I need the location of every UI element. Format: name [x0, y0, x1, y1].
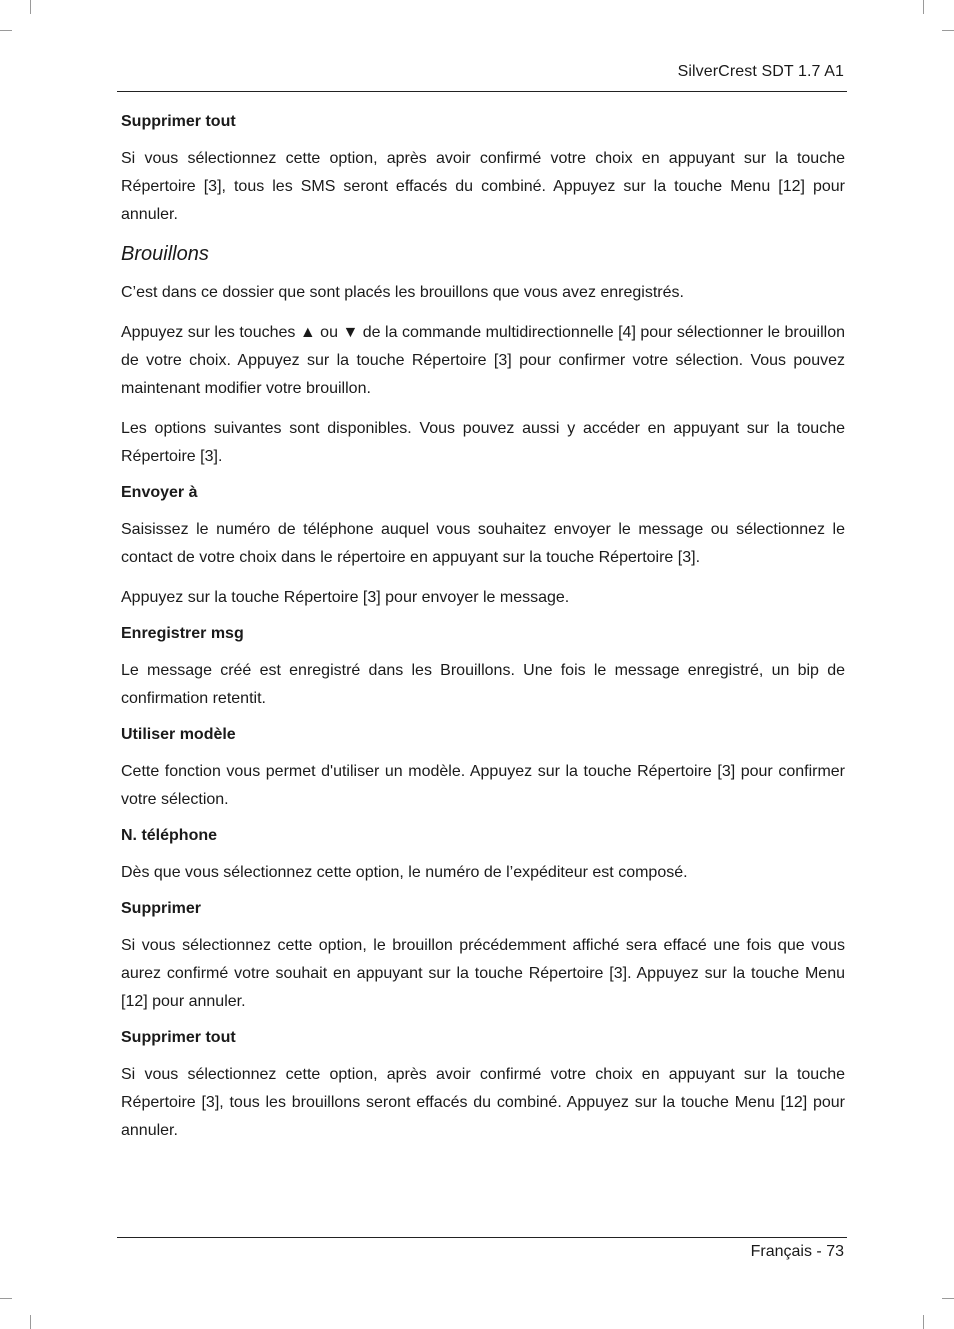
- page-content: [121, 112, 845, 1157]
- crop-mark: [942, 30, 954, 31]
- paragraph: Si vous sélectionnez cette option, après avoir confirmé votre choix en appuyant sur la touche Répertoire [3], tous les brouillons seront effacés du combiné. Appuyez sur la touche Menu [12] pour annuler.: [121, 1066, 845, 1139]
- crop-mark: [30, 0, 31, 14]
- paragraph: Si vous sélectionnez cette option, après avoir confirmé votre choix en appuyant sur la touche Répertoire [3], tous les SMS seront effacés du combiné. Appuyez sur la touche Menu [12] pour annuler.: [121, 150, 845, 223]
- paragraph: Le message créé est enregistré dans les Brouillons. Une fois le message enregistré, un bip de confirmation retentit.: [121, 662, 845, 707]
- subsection-heading: Supprimer: [121, 900, 202, 917]
- paragraph: Appuyez sur les touches ▲ ou ▼ de la commande multidirectionnelle [4] pour sélectionner le brouillon de votre choix. Appuyez sur la touche Répertoire [3] pour confirmer votre sélection. Vous pouvez maintenant modifier votre brouillon.: [121, 324, 845, 397]
- subsection-heading: Supprimer tout: [121, 1029, 236, 1046]
- section-heading: Brouillons: [121, 243, 209, 265]
- crop-mark: [30, 1315, 31, 1329]
- header-rule: [117, 91, 847, 92]
- paragraph: Dès que vous sélectionnez cette option, le numéro de l’expéditeur est composé.: [121, 864, 688, 881]
- crop-mark: [942, 1298, 954, 1299]
- paragraph: Si vous sélectionnez cette option, le brouillon précédemment affiché sera effacé une fois que vous aurez confirmé votre souhait en appuyant sur la touche Répertoire [3]. Appuyez sur la touche Menu [12] pour annuler.: [121, 937, 845, 1010]
- crop-mark: [923, 0, 924, 14]
- crop-mark: [0, 30, 12, 31]
- paragraph: Cette fonction vous permet d'utiliser un modèle. Appuyez sur la touche Répertoire [3] pour confirmer votre sélection.: [121, 763, 845, 808]
- subsection-heading: N. téléphone: [121, 827, 218, 844]
- paragraph: Saisissez le numéro de téléphone auquel vous souhaitez envoyer le message ou sélectionnez le contact de votre choix dans le répertoire en appuyant sur la touche Répertoire [3].: [121, 521, 845, 566]
- running-header: SilverCrest SDT 1.7 A1: [677, 63, 844, 80]
- crop-mark: [923, 1315, 924, 1329]
- paragraph: Appuyez sur la touche Répertoire [3] pour envoyer le message.: [121, 589, 570, 606]
- paragraph: Les options suivantes sont disponibles. Vous pouvez aussi y accéder en appuyant sur la touche Répertoire [3].: [121, 420, 845, 465]
- subsection-heading: Supprimer tout: [121, 113, 236, 130]
- subsection-heading: Enregistrer msg: [121, 625, 244, 642]
- paragraph: C’est dans ce dossier que sont placés les brouillons que vous avez enregistrés.: [121, 284, 684, 301]
- subsection-heading: Utiliser modèle: [121, 726, 236, 743]
- footer-rule: [117, 1237, 847, 1238]
- crop-mark: [0, 1298, 12, 1299]
- subsection-heading: Envoyer à: [121, 484, 198, 501]
- page-number: Français - 73: [750, 1243, 844, 1260]
